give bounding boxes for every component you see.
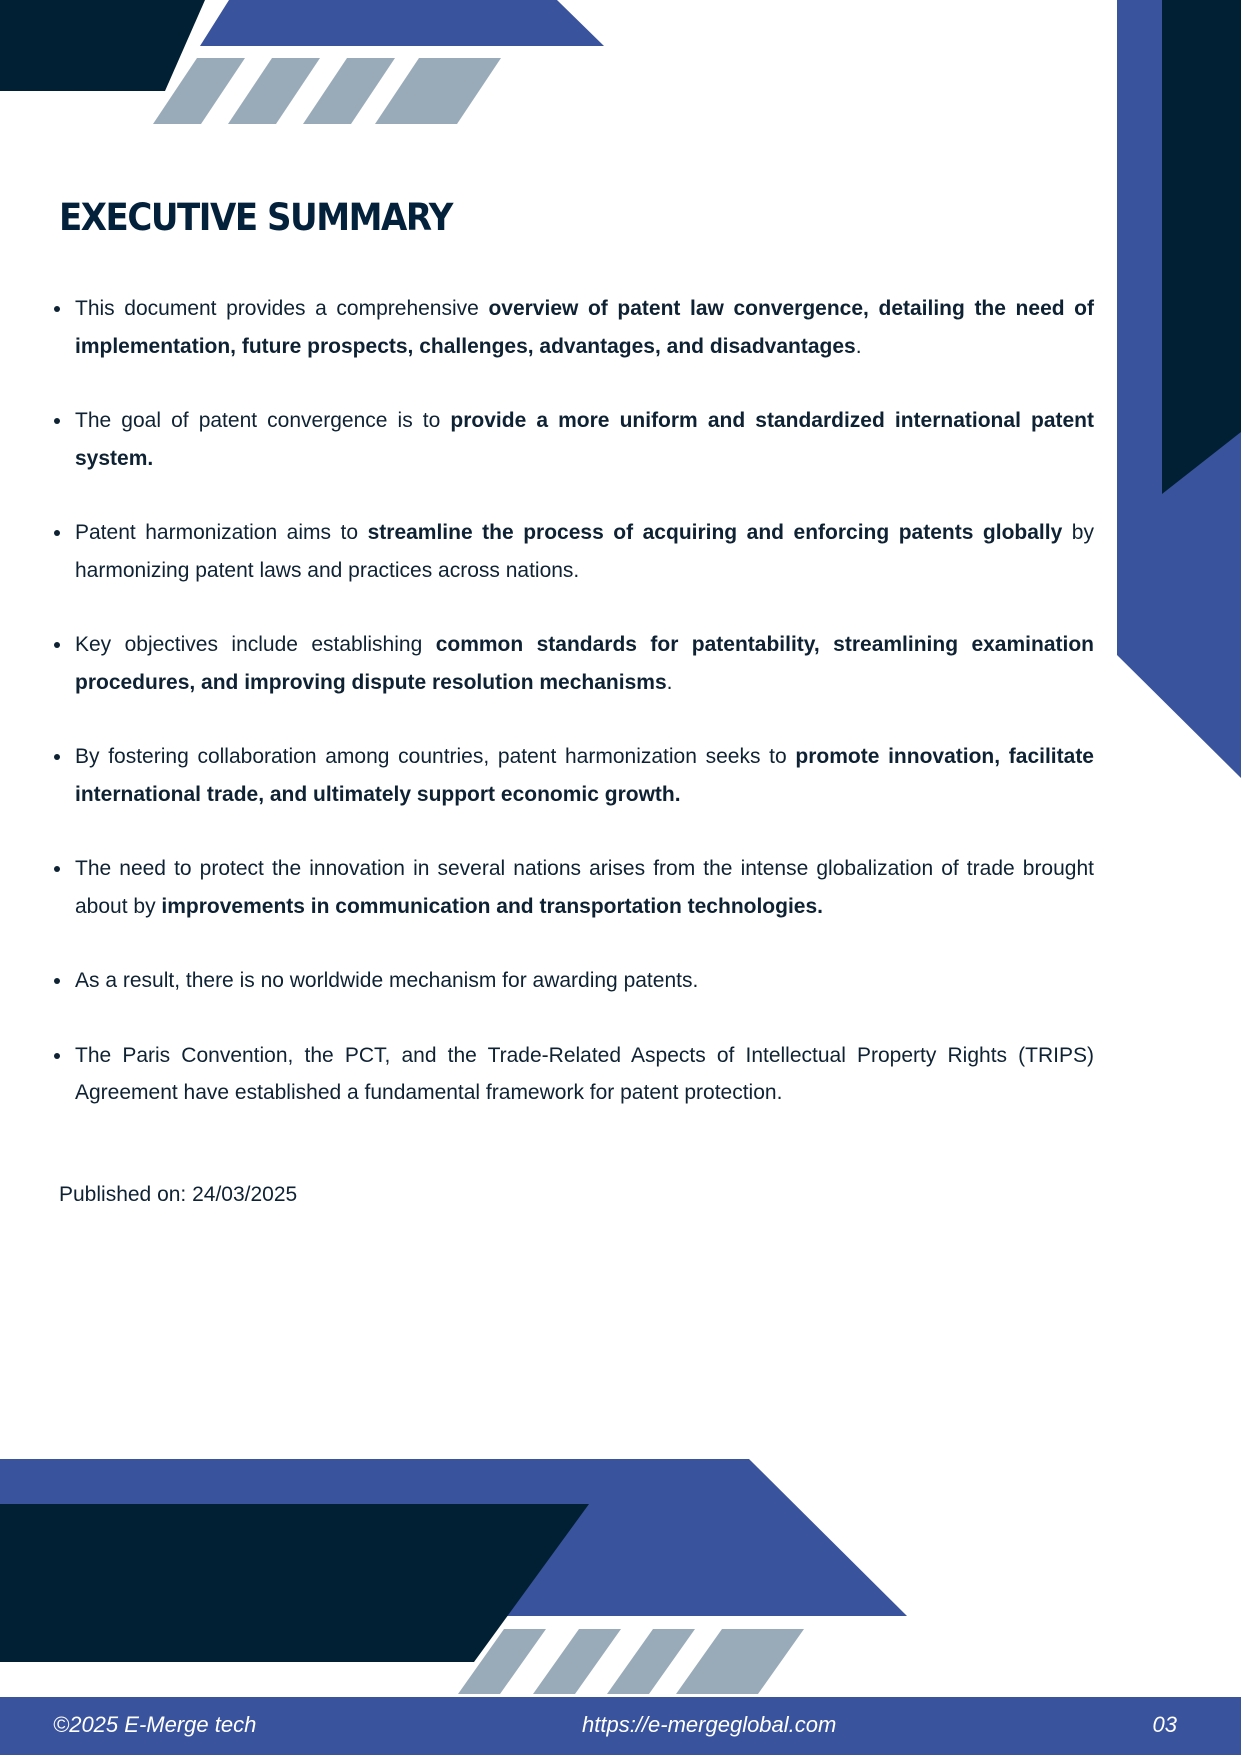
- bullet-text: By fostering collaboration among countries, patent harmonization seeks to: [75, 745, 796, 768]
- bullet-text: by harmonizing patent laws and practices across nations.: [75, 521, 1094, 582]
- bottom-blue-block: [0, 1459, 907, 1616]
- bullet-bold-text: promote innovation, facilitate international trade, and ultimately support economic growth.: [75, 745, 1094, 806]
- published-date: Published on: 24/03/2025: [59, 1183, 298, 1206]
- summary-bullet: [75, 626, 1094, 701]
- summary-bullet: [75, 402, 1094, 477]
- bullet-bold-text: provide a more uniform and standardized international patent system.: [75, 409, 1094, 470]
- bullet-bold-text: overview of patent law convergence, detailing the need of implementation, future prospects, challenges, advantages, and disadvantages: [75, 297, 1095, 358]
- page-title: EXECUTIVE SUMMARY: [59, 196, 452, 239]
- summary-bullet: [75, 514, 1094, 589]
- top-stripe-2: [228, 58, 320, 124]
- top-blue-band: [200, 0, 604, 46]
- summary-bullet: [75, 290, 1094, 365]
- bullet-text: The need to protect the innovation in several nations arises from the intense globalization of trade brought about by: [75, 857, 1094, 918]
- bullet-text: .: [666, 670, 673, 694]
- bullet-text: This document provides a comprehensive: [75, 297, 489, 320]
- top-stripe-4: [375, 58, 501, 124]
- top-stripe-1: [153, 58, 245, 124]
- bullet-bold-text: improvements in communication and transportation technologies.: [161, 894, 823, 918]
- bottom-stripe-4: [676, 1629, 804, 1694]
- bullet-text: .: [855, 334, 862, 358]
- top-stripe-3: [303, 58, 395, 124]
- bullet-text: Patent harmonization aims to: [75, 521, 368, 544]
- bullet-bold-text: common standards for patentability, streamlining examination procedures, and improving dispute resolution mechanisms: [75, 633, 1094, 694]
- bullet-text: The Paris Convention, the PCT, and the Trade-Related Aspects of Intellectual Property Rights (TRIPS) Agreement have established a fundamental framework for patent protection.: [75, 1043, 1094, 1104]
- summary-bullet: [75, 738, 1094, 813]
- bullet-text: The goal of patent convergence is to: [75, 409, 451, 432]
- page-number: 03: [1152, 1712, 1177, 1737]
- summary-bullet: [75, 962, 1094, 1000]
- bottom-stripe-3: [607, 1629, 695, 1694]
- bottom-navy-block: [0, 1504, 589, 1662]
- summary-bullet-list: [75, 290, 1094, 1149]
- bullet-text: As a result, there is no worldwide mechanism for awarding patents.: [75, 969, 699, 992]
- bullet-bold-text: streamline the process of acquiring and enforcing patents globally: [367, 521, 1063, 544]
- bullet-text: Key objectives include establishing: [75, 633, 436, 656]
- bottom-stripe-2: [533, 1629, 621, 1694]
- footer-url[interactable]: https://e-mergeglobal.com: [582, 1712, 837, 1737]
- footer-copyright: ©2025 E-Merge tech: [53, 1712, 257, 1737]
- summary-bullet: [75, 850, 1094, 925]
- right-blue-column: [1117, 0, 1241, 778]
- summary-bullet: [75, 1037, 1094, 1112]
- page-footer: [0, 1697, 1241, 1755]
- bottom-stripe-1: [458, 1629, 546, 1694]
- top-left-navy-block: [0, 0, 205, 91]
- right-navy-column: [1162, 0, 1241, 494]
